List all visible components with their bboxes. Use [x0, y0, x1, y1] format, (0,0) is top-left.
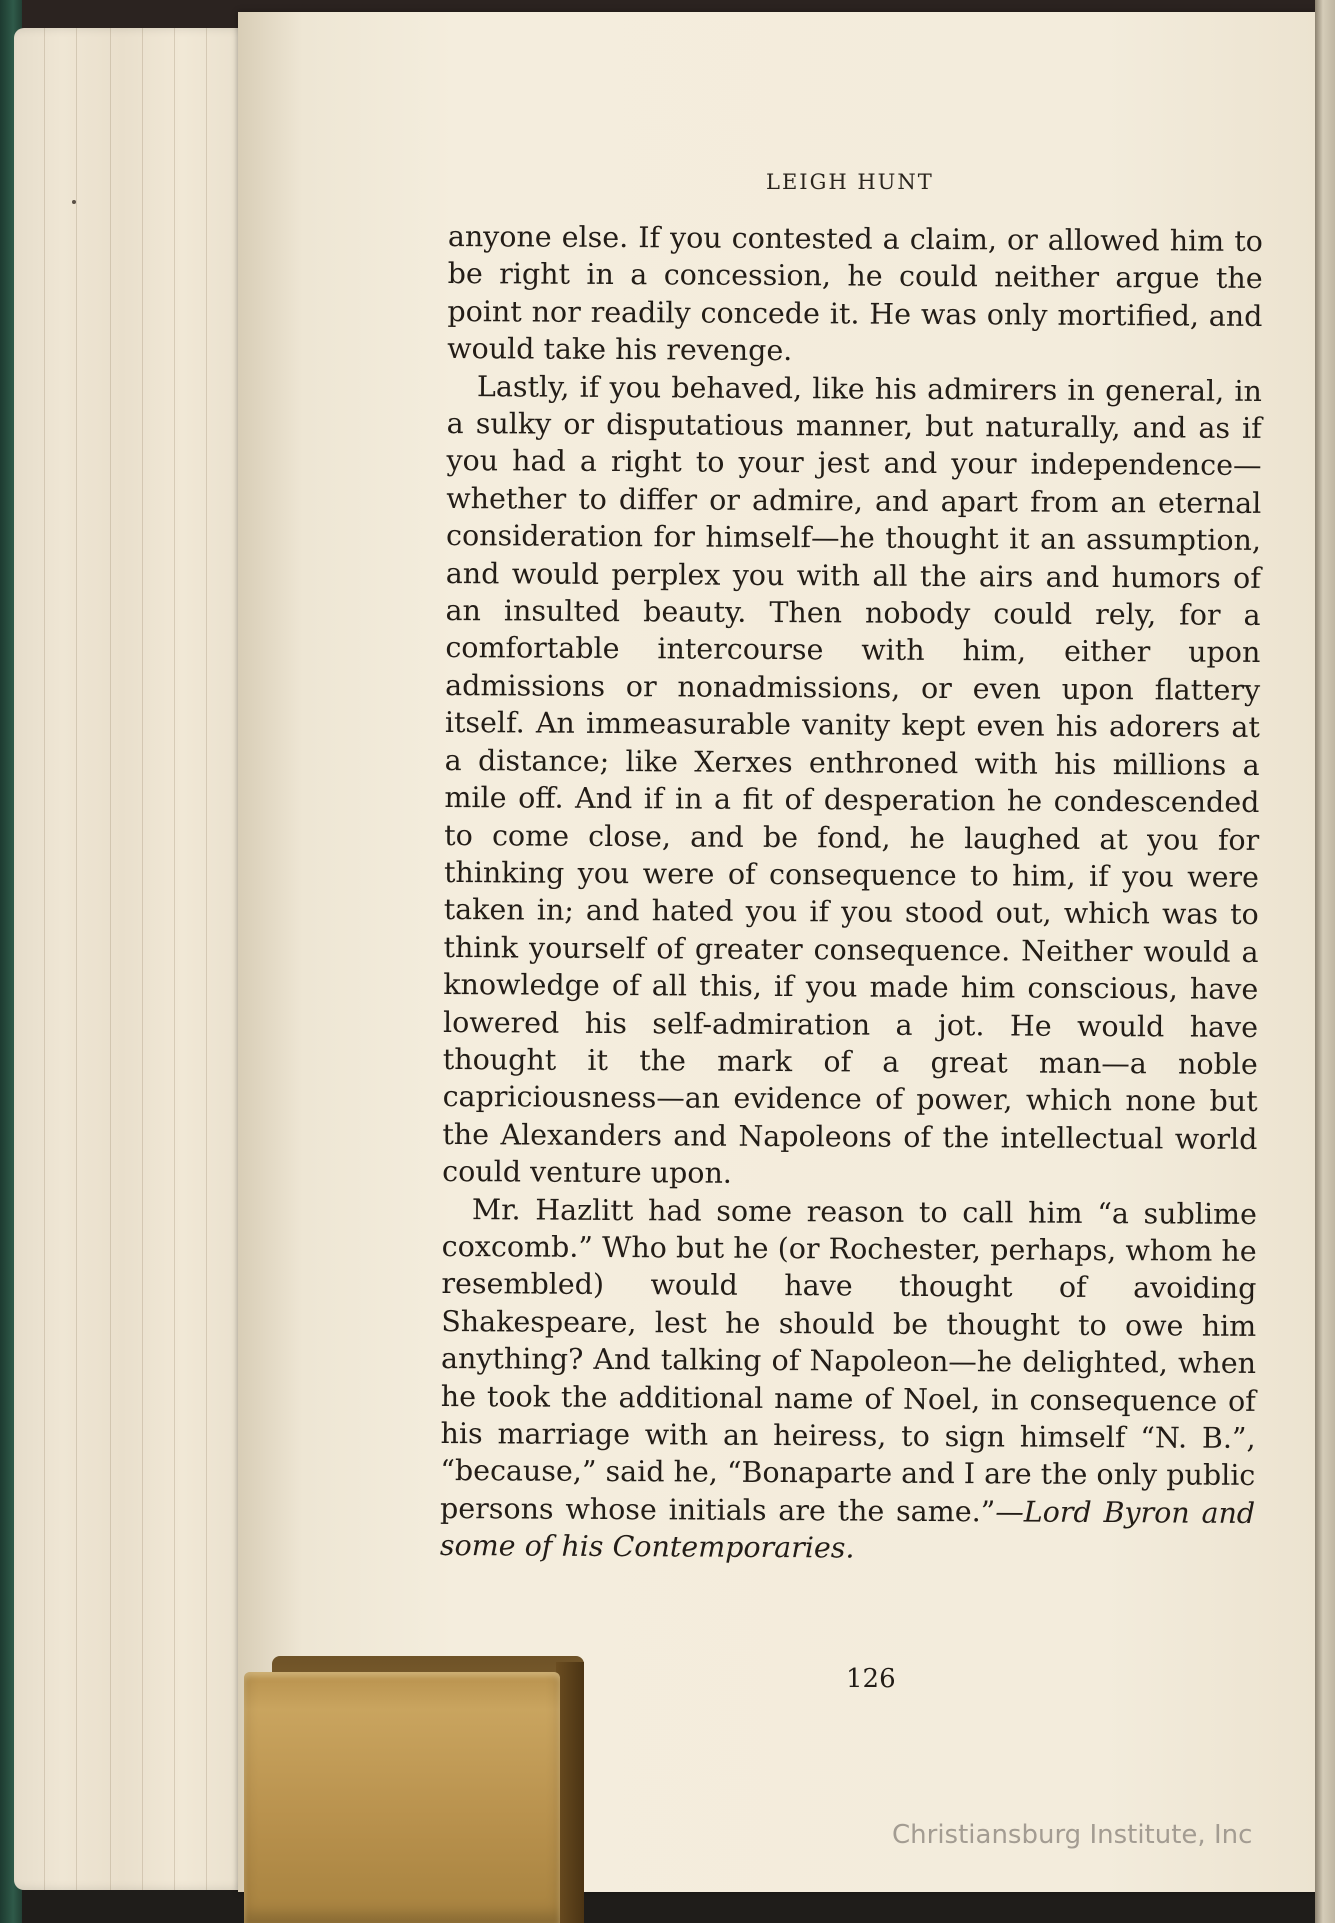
wooden-block-side — [556, 1662, 584, 1923]
paragraph-1: anyone else. If you contested a claim, or allowed him to be right in a concession, he could neither argue the point nor readily concede it. He was only mortified, and would take his revenge. — [447, 219, 1263, 368]
page-number: 126 — [846, 1664, 896, 1694]
paragraph-3-text: Mr. Hazlitt had some reason to call him “a sublime coxcomb.” Who but he (or Rochester, perhaps, whom he resembled) would have thought of avoiding Shakespeare, lest he should be thought to owe him anything? And talking of Napoleon—he delighted, when he took the additional name of Noel, in consequence of his marriage with an heiress, to sign himself “N. B.”, “because,” said he, “Bonaparte and I are the only public persons whose initials are the same.” — [440, 1192, 1258, 1529]
paragraph-3-citation: —Lord Byron and some of his Contemporaries. — [439, 1495, 1256, 1565]
paragraph-3 — [440, 1191, 1257, 1570]
watermark: Christiansburg Institute, Inc — [892, 1820, 1253, 1850]
page-body-text — [440, 218, 1263, 1570]
right-page-edge — [1315, 0, 1335, 1923]
running-head: LEIGH HUNT — [766, 170, 934, 194]
left-page-stack — [14, 28, 254, 1890]
paragraph-2: Lastly, if you behaved, like his admirers in general, in a sulky or disputatious manner, but naturally, and as if you had a right to your jest and your independence—whether to differ or admire, and apart from an eternal consideration for himself—he thought it an assumption, and would perplex you with all the airs and humors of an insulted beauty. Then nobody could rely, for a comfortable intercourse with him, either upon admissions or nonadmissions, or even upon flattery itself. An immeasurable vanity kept even his adorers at a distance; like Xerxes enthroned with his millions a mile off. And if in a fit of desperation he condescended to come close, and be fond, he laughed at you for thinking you were of consequence to him, if you were taken in; and hated you if you stood out, which was to think yourself of greater consequence. Neither would a knowledge of all this, if you made him conscious, have lowered his self-admiration a jot. He would have thought it the mark of a great man—a noble capriciousness—an evidence of power, which none but the Alexanders and Napoleons of the intellectual world could venture upon. — [442, 369, 1263, 1190]
wooden-block-front — [244, 1672, 560, 1923]
